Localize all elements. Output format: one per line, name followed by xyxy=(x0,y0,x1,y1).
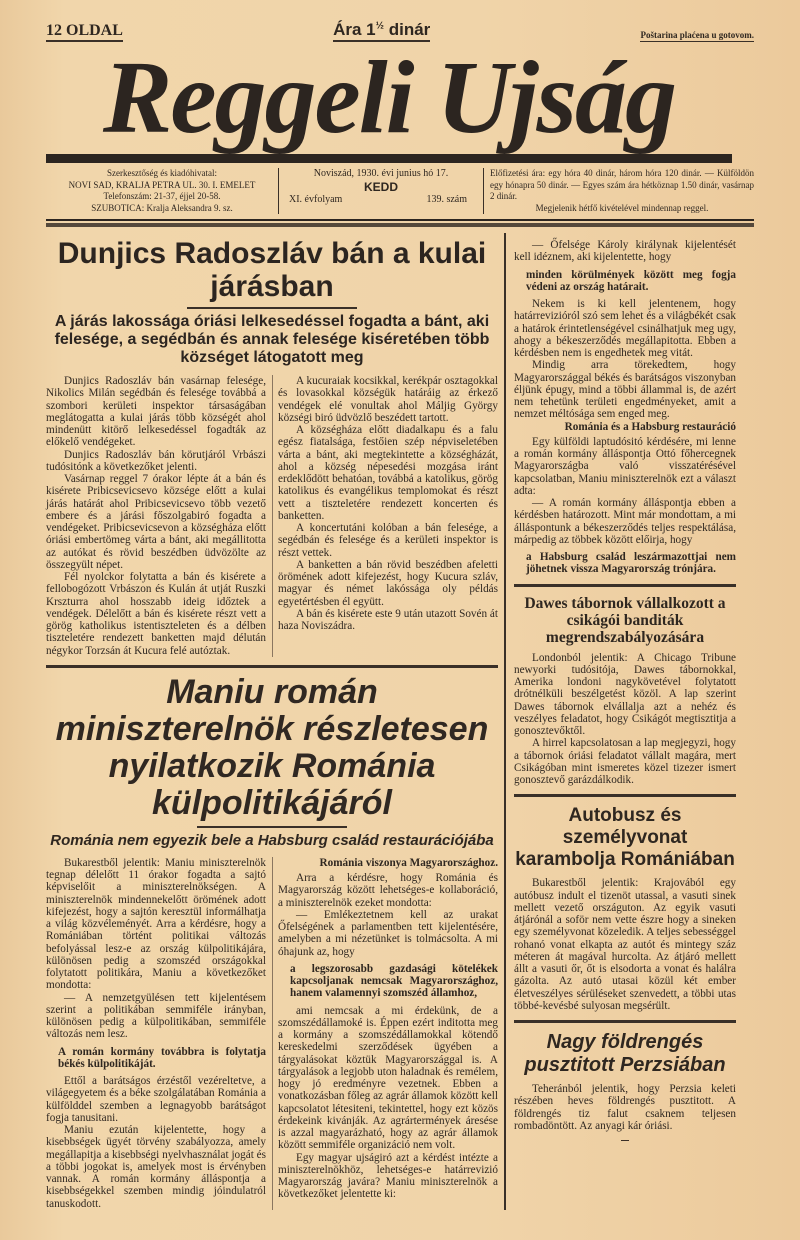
paragraph: A bán és kisérete este 9 után utazott Sovén át haza Noviszádra. xyxy=(278,607,498,632)
info-row xyxy=(46,168,754,214)
paragraph: Egy magyar ujságiró azt a kérdést intézte a miniszterelnökhöz, lehetséges-e határrevizió Magyarország javára? Maniu miniszterelnök a következőket jelentette ki: xyxy=(278,1151,498,1201)
paragraph: Bukarestből jelentik: Krajovából egy autóbusz indult el tizenöt utassal, a vasuti sinek mellett vezető országuton. Az egyik vasuti átjárónál a soför nem vette észre hogy a sineken egy személyvonat közeledik. A teljes sebességgel rohanó vonat elkapta az autót és mintegy száz méteren át magával hurcolta. Az átjáró mellett állt a vasuti őr, őt is elsodorta a vonat és halálra gázolta. Az autó utasai közül két ember életveszélyes sérüléseket szenvedett, a többi utas többé-kevésbé sulyosan megsérült. xyxy=(514,877,736,1012)
article-subheadline: Románia nem egyezik bele a Habsburg család restaurációjába xyxy=(50,831,494,849)
office-line: Szerkesztőség és kiadóhivatal: xyxy=(107,168,217,178)
paragraph: Nekem is ki kell jelentenem, hogy határrevizióról szó sem lehet és a világbékét csak a határok érintetlenségével csinálhatjuk meg ugy, ahogy a békeszerződés megállapitotta. Ebben a kérdésben nem is engedhetek meg vitát. xyxy=(514,298,736,359)
paragraph: Dunjics Radoszláv bán körutjáról Vrbászi tudósitónk a következőket jelenti. xyxy=(46,448,266,473)
article-body xyxy=(46,375,498,657)
office-line: Telefonszám: 21-37, éjjel 20-58. xyxy=(103,191,221,201)
paragraph: A koncertutáni kolóban a bán felesége, a segédbán és felesége és a kerületi inspektor is részt vettek. xyxy=(278,522,498,559)
price-fraction: ½ xyxy=(375,20,384,32)
paragraph: Egy külföldi laptudósitó kérdésére, mi lenne a román kormány álláspontja Ottó főhercegnek Magyarországba való visszatérésével kapcsolatban, Maniu miniszterelnök ezt a választ adta: xyxy=(514,435,736,497)
postage-note: Poštarina plaćena u gotovom. xyxy=(640,30,754,41)
subscription-prices: Előfizetési ára: egy hóra 40 dinár, három hóra 120 dinár. — Külföldön egy hónapra 50 dinár. — Egyes szám ára hétköznap 1.50 dinár, vasárnap 2 dinár. xyxy=(490,168,754,201)
article-body xyxy=(514,877,736,1012)
paragraph: A banketten a bán rövid beszédben afeletti örömének adott kifejezést, hogy Kucura szláv, magyar és német lakóssága oly példás egyetértésben él együtt. xyxy=(278,558,498,608)
section-subheading: Románia és a Habsburg restauráció xyxy=(564,420,736,433)
paragraph: — A román kormány álláspontja ebben a kérdésben határozott. Mint már mondottam, a mi álláspontunk a békeszerződés teljes respektálása, márpedig az többek között előirja, hogy xyxy=(514,497,736,546)
article-headline: Dunjics Radoszláv bán a kulai járásban xyxy=(57,237,487,303)
page-body xyxy=(46,233,754,1210)
paragraph: Bukarestből jelentik: Maniu miniszterelnök tegnap délelőtt 11 órakor fogadta a sajtó képviselőit a miniszterelnökségen. A miniszterelnök mindennekelőtt örömének adott kifejezést, hogy a sajtón keresztül informálhatja a világ közvéleményét. Arra a kérdésre, hogy a Romániában történt politikai változás befolyással lesz-e az ország külpolitikájára, különösen pedig a szomszéd országokkal folytatott politikára, Maniu a következőket mondotta: xyxy=(46,856,266,992)
paragraph: Arra a kérdésre, hogy Románia és Magyarország között lehetséges-e kollaboráció, a miniszterelnök ezeket mondotta: xyxy=(278,872,498,909)
price-prefix: Ára 1 xyxy=(333,20,376,40)
header-rule xyxy=(46,219,754,221)
paragraph: ami nemcsak a mi érdekünk, de a szomszédállamoké is. Éppen ezért inditotta meg a kormány a szomszédállamokkal kötendő kereskedelmi szerződések ügyében a tárgyalásokat köztük Magyarországgal is. A tárgyalások a legjobb uton haladnak és remélem, hogy jó eredményre vezetnek. Ebben a vonatkozásban főleg az agrár államok között kell kapcsolatot létesiteni, tekintettel, hogy ezt közös érdekeink kivánják. Az agrártermények áresése is azzal magyarázható, hogy az agrár államok között semmiféle organizáció nem volt. xyxy=(278,1004,498,1152)
paragraph: A hirrel kapcsolatosan a lap megjegyzi, hogy a tábornok óriási feladatot vállalt magára, mert Csikágóban mint ismeretes közel tizezer ismert gonosztevő garázdálkodik. xyxy=(514,737,736,786)
article-headline: Autobusz és személyvonat karambolja Romániában xyxy=(515,805,735,871)
paragraph: A kucuraiak kocsikkal, kerékpár osztagokkal és lovasokkal községük határáig az érkező vendégek elé vonultak ahol Máljig György községi biró üdvözlő beszédett tartott. xyxy=(278,375,498,424)
section-rule xyxy=(514,794,736,797)
headline-rule xyxy=(197,826,347,828)
issue-date: Noviszád, 1930. évi junius hó 17. xyxy=(313,168,449,179)
page-number: 12 OLDAL xyxy=(46,22,123,42)
section-rule xyxy=(514,584,736,587)
article-headline: Dawes tábornok vállalkozott a csikágói banditák megrendszabályozására xyxy=(524,594,726,646)
highlighted-quote: a Habsburg család leszármazottjai nem jöhetnek vissza Magyarország trónjára. xyxy=(526,551,736,576)
weekday: KEDD xyxy=(363,180,398,194)
office-info xyxy=(46,168,278,214)
article-body xyxy=(46,857,498,1210)
paragraph: Maniu ezután kijelentette, hogy a kisebbségek ügyét törvény szabályozza, amely megállapitja a kisebbségi nyelvhasználat jogát és a többi jogokat is, amelyek most is érvényben vannak. A román kormány álláspontja a kisebbségekkel szemben mindig jóindulatról tanuskodott. xyxy=(46,1124,266,1210)
paragraph: — Őfelsége Károly királynak kijelentését kell idéznem, aki kijelentette, hogy xyxy=(514,239,736,264)
issue-number: 139. szám xyxy=(426,194,467,205)
paragraph: — A nemzetgyülésen tett kijelentésem szerint a politikában semmiféle irányban, különösen pedig a külpolitikában, semmiféle változás nem lesz. xyxy=(46,991,266,1041)
price xyxy=(333,21,430,42)
headline-rule xyxy=(187,307,357,309)
masthead-logo: Reggeli Ujság xyxy=(103,42,675,154)
paragraph: Mindig arra törekedtem, hogy Magyarországgal békés és barátságos viszonyban éljünk épugy, mind a többi állammal is, de azért nem tehetünk területi engedményeket, amit a nemzet méltósága sem enged meg. xyxy=(514,359,736,421)
article-subheadline: A járás lakossága óriási lelkesedéssel fogadta a bánt, aki felesége, a segédbán és annak felesége kiséretében több községet látogatott meg xyxy=(54,313,490,366)
highlighted-quote: A román kormány továbbra is folytatja békés külpolitikáját. xyxy=(58,1045,266,1070)
subscription-info xyxy=(484,168,754,214)
article-headline: Maniu román miniszterelnök részletesen nyilatkozik Románia külpolitikájáról xyxy=(55,672,489,822)
end-mark xyxy=(621,1140,629,1141)
masthead-bar xyxy=(46,154,732,163)
paragraph: Vasárnap reggel 7 órakor lépte át a bán és kisérete Pribicsevicsevo községe előtt a kulai járás határát ahol Pribicsevicsevo több vezető embere és a járási főszolgabiró fogadta a vendégeket. Pribicsevicsevon a községháza előtt óriási embertömeg várta a bánt, aki megállitotta az autókat és rövid beszédben üdvözölte az összegyült népet. xyxy=(46,473,266,571)
paragraph: A községháza előtt diadalkapu és a falu egész fiatalsága, festőien szép népviseletében várta a bánt, aki megtekintette a községházát, ahol a község népesedési mozgása iránt erdeklődött behatóan, továbbá a katolikus, görög katolikus és evangélikus templomokat és részt vett a tiszteletére rendezett koncerten és banketten. xyxy=(278,424,498,522)
publication-frequency: Megjelenik hétfő kivételével mindennap reggel. xyxy=(535,202,709,213)
office-line: SZUBOTICA: Kralja Aleksandra 9. sz. xyxy=(91,202,233,213)
article-body xyxy=(514,652,736,787)
article-continuation xyxy=(514,239,736,576)
paragraph: Londonból jelentik: A Chicago Tribune newyorki tudósitója, Dawes tábornokkal, Amerika londoni nagykövetével folytatott drótnélküli beszélgetést közöl. A lap szerint Dawes tábornok elvállalja azt a nehéz és veszélyes feladatot, hogy Csikágót megtisztitja a gonosztevőktől. xyxy=(514,651,736,737)
right-column xyxy=(504,233,736,1210)
article-headline: Nagy földrengés pusztitott Perzsiában xyxy=(524,1031,726,1076)
price-suffix: dinár xyxy=(383,20,431,40)
issue-info xyxy=(278,168,484,214)
top-row xyxy=(46,16,754,42)
highlighted-quote: a legszorosabb gazdasági kötelékek kapcsoljanak nemcsak Magyarországhoz, hanem valamennyi szomszéd államhoz, xyxy=(290,962,498,1000)
paragraph: Fél nyolckor folytatta a bán és kisérete a fellobogózott Vrbászon és Kulán át utját Ruszki Krszturra ahol hosszabb ideig időztek a vendégek. Délelőtt a bán és kisérete részt vett a görög katholikus istentiszteleten és a délben tiszteletére rendezett banketten majd délután négykor Torzsán át Kucura felé autóztak. xyxy=(46,571,266,657)
section-rule xyxy=(46,665,498,668)
paragraph: — Emlékeztetnem kell az urakat Őfelségének a parlamentben tett kijelentésére, amelyben a mi nézetünket is tolmácsolta. A mi óhajunk az, hogy xyxy=(278,908,498,958)
section-subheading: Románia viszonya Magyarországhoz. xyxy=(319,856,498,869)
left-section xyxy=(46,233,504,1210)
office-line: NOVI SAD, KRALJA PETRA UL. 30. I. EMELET xyxy=(68,179,256,190)
highlighted-quote: minden körülmények között meg fogja védeni az ország határait. xyxy=(526,268,736,293)
volume: XI. évfolyam xyxy=(289,194,343,205)
header-rule xyxy=(46,223,754,227)
paragraph: Ettől a barátságos érzéstől vezéreltetve, a világegyetem és a béke szolgálatában Románia a külfölddel szemben a legnagyobb barátságot fogja tanusitani. xyxy=(46,1075,266,1124)
paragraph: Teheránból jelentik, hogy Perzsia keleti részében heves földrengés pusztitott. A földrengés tiz falut csaknem teljesen rombadöntött. Az anyagi kár óriási. xyxy=(514,1083,736,1132)
paragraph: Dunjics Radoszláv bán vasárnap felesége, Nikolics Milán segédbán és felesége továbbá a szombori kerületi inspektor társaságában meglátogatta a kulai járás több községét ahol mindenütt kitörő lelkesedéssel fogadták az előkelő vendégeket. xyxy=(46,375,266,449)
section-rule xyxy=(514,1020,736,1023)
article-body xyxy=(514,1083,736,1132)
